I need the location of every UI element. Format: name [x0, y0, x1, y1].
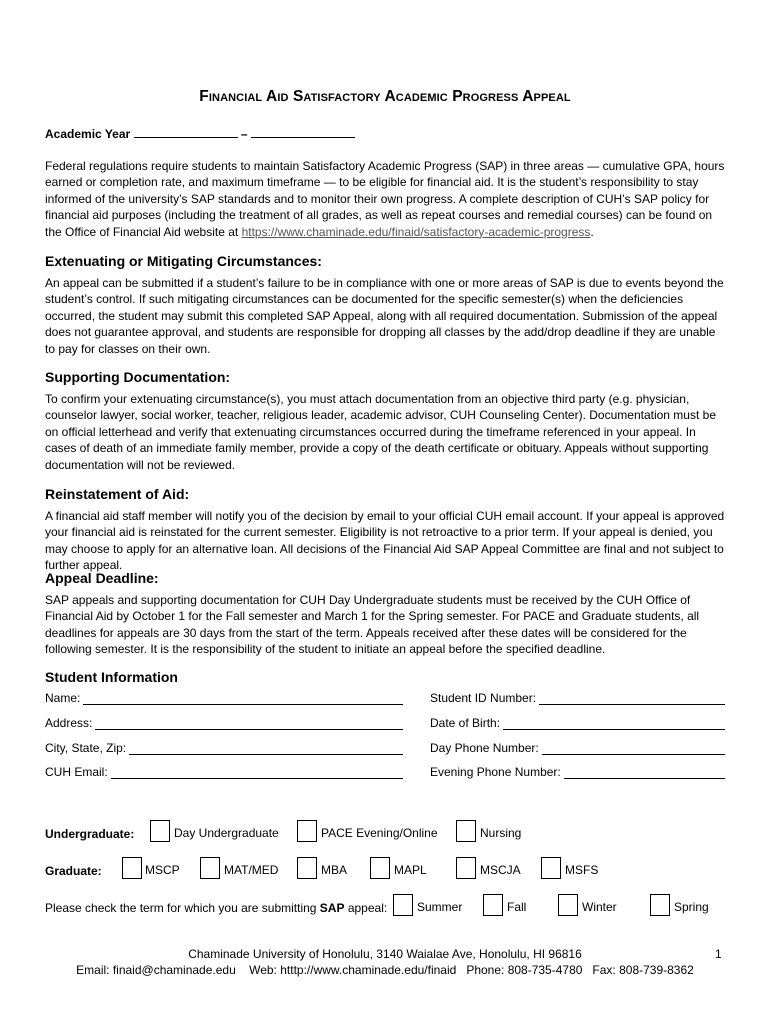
- name-input-line[interactable]: [83, 692, 403, 705]
- undergraduate-label: Undergraduate:: [45, 827, 135, 841]
- mba-label: MBA: [321, 863, 348, 877]
- term-prompt: [45, 901, 387, 915]
- academic-year-label: Academic Year: [45, 127, 131, 141]
- fall-checkbox[interactable]: [483, 894, 503, 916]
- sap-policy-link[interactable]: https://www.chaminade.edu/finaid/satisfactory-academic-progress: [241, 224, 591, 239]
- address-label: Address:: [45, 716, 93, 730]
- mba-checkbox[interactable]: [297, 857, 317, 879]
- address-field[interactable]: [45, 716, 403, 730]
- city-label: City, State, Zip:: [45, 741, 127, 755]
- winter-checkbox[interactable]: [558, 894, 578, 916]
- dob-input-line[interactable]: [503, 717, 725, 730]
- mat-med-label: MAT/MED: [224, 863, 279, 877]
- nursing-checkbox[interactable]: [456, 820, 476, 842]
- dob-field[interactable]: [430, 716, 725, 730]
- winter-label: Winter: [582, 900, 617, 914]
- intro-paragraph: [45, 158, 728, 240]
- fall-label: Fall: [507, 900, 527, 914]
- day-undergraduate-label: Day Undergraduate: [174, 826, 279, 840]
- spring-checkbox[interactable]: [650, 894, 670, 916]
- email-input-line[interactable]: [111, 766, 403, 779]
- msfs-checkbox[interactable]: [541, 857, 561, 879]
- supporting-heading: Supporting Documentation:: [45, 369, 231, 385]
- intro-end: .: [590, 224, 594, 239]
- dob-label: Date of Birth:: [430, 716, 501, 730]
- academic-year-start-field[interactable]: [134, 126, 238, 138]
- day-phone-label: Day Phone Number:: [430, 741, 539, 755]
- mscja-checkbox[interactable]: [456, 857, 476, 879]
- page-number: 1: [715, 947, 722, 961]
- reinstatement-body: A financial aid staff member will notify you of the decision by email to your official CUH email account. If your appeal is approved your financial aid is reinstated for the current semester. Eligibility is not retroactive to a prior term. If your appeal is denied, you may choose to apply for an alternative loan. All decisions of the Financial Aid SAP Appeal Committee are final and not subject to further appeal.: [45, 509, 725, 573]
- academic-year: [45, 126, 355, 141]
- evening-phone-input-line[interactable]: [564, 766, 725, 779]
- pace-evening-online-label: PACE Evening/Online: [321, 826, 438, 840]
- academic-year-end-field[interactable]: [251, 126, 355, 138]
- mscp-checkbox[interactable]: [122, 857, 142, 879]
- evening-phone-label: Evening Phone Number:: [430, 765, 561, 779]
- mapl-label: MAPL: [394, 863, 427, 877]
- student-info-heading: Student Information: [45, 669, 178, 685]
- extenuating-body: An appeal can be submitted if a student’s failure to be in compliance with one or more areas of SAP is due to events beyond the student’s control. If such mitigating circumstances can be documented for the specific semester(s) when the deficiencies occurred, the student may submit this completed SAP Appeal, along with all required documentation. Submission of the appeal does not guarantee approval, and students are responsible for dropping all classes by the add/drop deadline if they are unable to pay for classes on their own.: [45, 276, 724, 356]
- supporting-body: To confirm your extenuating circumstance(s), you must attach documentation from an objective third party (e.g. physician, counselor lawyer, social worker, teacher, religious leader, academic advisor, CUH Counseling Center). Documentation must be on official letterhead and verify that extenuating circumstances occurred during the timeframe referenced in your appeal. In cases of death of an immediate family member, provide a copy of the death certificate or obituary. Appeals without supporting documentation will not be reviewed.: [45, 392, 716, 472]
- mapl-checkbox[interactable]: [370, 857, 390, 879]
- spring-label: Spring: [674, 900, 709, 914]
- name-label: Name:: [45, 691, 81, 705]
- footer-address: Chaminade University of Honolulu, 3140 Waialae Ave, Honolulu, HI 96816: [188, 947, 582, 961]
- address-input-line[interactable]: [95, 717, 403, 730]
- student-id-label: Student ID Number:: [430, 691, 537, 705]
- summer-checkbox[interactable]: [393, 894, 413, 916]
- city-state-zip-field[interactable]: [45, 741, 403, 755]
- pace-evening-online-checkbox[interactable]: [297, 820, 317, 842]
- mscp-label: MSCP: [145, 863, 180, 877]
- day-phone-input-line[interactable]: [542, 742, 725, 755]
- cuh-email-field[interactable]: [45, 765, 403, 779]
- deadline-body: SAP appeals and supporting documentation for CUH Day Undergraduate students must be received by the CUH Office of Financial Aid by October 1 for the Fall semester and March 1 for the Spring semester. For PACE and Graduate students, all deadlines for appeals are 30 days from the start of the term. Appeals received after these dates will be considered for the following semester. It is the responsibility of the student to initiate an appeal before the specified deadline.: [45, 593, 700, 657]
- term-prompt-prefix: Please check the term for which you are submitting: [45, 901, 320, 915]
- term-prompt-suffix: appeal:: [344, 901, 388, 915]
- day-undergraduate-checkbox[interactable]: [150, 820, 170, 842]
- msfs-label: MSFS: [565, 863, 599, 877]
- extenuating-heading: Extenuating or Mitigating Circumstances:: [45, 253, 322, 269]
- summer-label: Summer: [417, 900, 463, 914]
- evening-phone-field[interactable]: [430, 765, 725, 779]
- nursing-label: Nursing: [480, 826, 522, 840]
- mat-med-checkbox[interactable]: [200, 857, 220, 879]
- term-prompt-sap: SAP: [319, 901, 345, 915]
- student-id-field[interactable]: [430, 691, 725, 705]
- name-field[interactable]: [45, 691, 403, 705]
- city-input-line[interactable]: [129, 742, 403, 755]
- graduate-label: Graduate:: [45, 864, 102, 878]
- page-title: Financial Aid Satisfactory Academic Progress Appeal: [199, 88, 571, 105]
- reinstatement-heading: Reinstatement of Aid:: [45, 486, 190, 502]
- mscja-label: MSCJA: [480, 863, 521, 877]
- student-id-input-line[interactable]: [539, 692, 725, 705]
- footer-contact: Email: finaid@chaminade.edu Web: htttp://www.chaminade.edu/finaid Phone: 808-735-4780 Fax: 808-739-8362: [76, 963, 694, 977]
- deadline-heading: Appeal Deadline:: [45, 570, 159, 586]
- academic-year-dash: –: [240, 127, 248, 141]
- intro-text: Federal regulations require students to maintain Satisfactory Academic Progress (SAP) in three areas — cumulative GPA, hours earned or completion rate, and maximum timeframe — to be eligible for financial aid. It is the student’s responsibility to stay informed of the university’s SAP standards and to monitor their own progress. A complete description of CUH’s SAP policy for financial aid purposes (including the treatment of all grades, as well as repeat courses and remedial courses) can be found on the Office of Financial Aid website at: [45, 159, 725, 239]
- email-label: CUH Email:: [45, 765, 108, 779]
- day-phone-field[interactable]: [430, 741, 725, 755]
